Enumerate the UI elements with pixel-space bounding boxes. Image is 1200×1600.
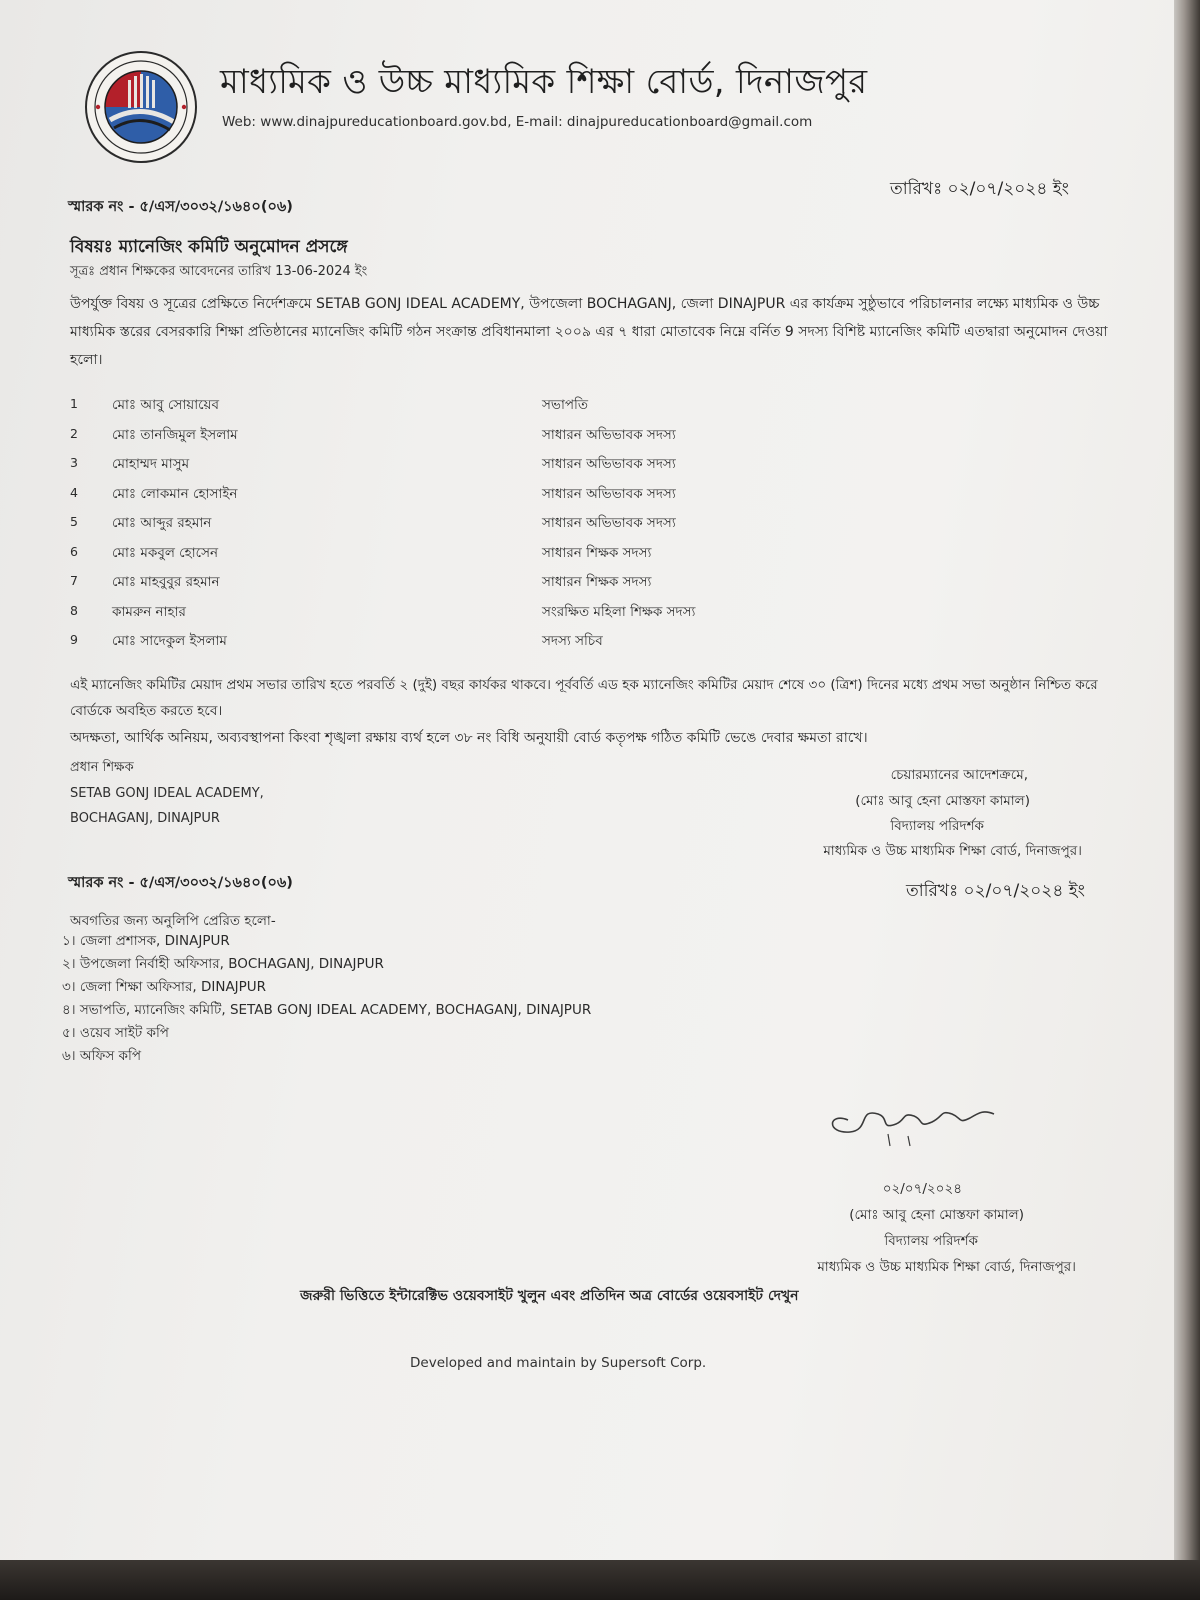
final-signatory-office: মাধ্যমিক ও উচ্চ মাধ্যমিক শিক্ষা বোর্ড, দিনাজপুর। xyxy=(817,1259,1076,1275)
final-signatory-name: (মোঃ আবু হেনা মোস্তফা কামাল) xyxy=(849,1207,1024,1223)
member-name: মোঃ লোকমান হোসাইন xyxy=(112,485,238,502)
recipient-title: প্রধান শিক্ষক xyxy=(70,760,134,775)
member-role: সাধারন শিক্ষক সদস্য xyxy=(542,544,652,561)
member-name: কামরুন নাহার xyxy=(112,603,186,620)
member-role: সাধারন অভিভাবক সদস্য xyxy=(542,426,676,443)
member-name: মোঃ মকবুল হোসেন xyxy=(112,544,219,561)
copy-title: অবগতির জন্য অনুলিপি প্রেরিত হলো- xyxy=(70,913,276,929)
member-name: মোঃ সাদেকুল ইসলাম xyxy=(112,633,227,649)
copy-memo-number: স্মারক নং - ৫/এস/৩০৩২/১৬৪০(০৬) xyxy=(68,875,293,891)
signatory-name: (মোঃ আবু হেনা মোস্তফা কামাল) xyxy=(855,793,1030,809)
handwritten-signature xyxy=(818,1090,1008,1150)
copy-recipient-item: ৪। সভাপতি, ম্যানেজিং কমিটি, SETAB GONJ IDEAL ACADEMY, BOCHAGANJ, DINAJPUR xyxy=(62,1002,592,1018)
member-list xyxy=(70,392,770,658)
member-row xyxy=(70,422,770,452)
memo-date: তারিখঃ ০২/০৭/২০২৪ ইং xyxy=(890,179,1069,199)
member-number: 5 xyxy=(70,514,78,529)
member-row xyxy=(70,392,770,422)
member-role: সদস্য সচিব xyxy=(542,633,603,649)
member-number: 4 xyxy=(70,484,78,500)
board-contact: Web: www.dinajpureducationboard.gov.bd, E-mail: dinajpureducationboard@gmail.com xyxy=(222,114,813,130)
member-row xyxy=(70,628,770,658)
copy-recipient-item: ৫। ওয়েব সাইট কপি xyxy=(62,1025,169,1041)
page-edge-shadow xyxy=(1174,0,1200,1600)
member-name: মোঃ তানজিমুল ইসলাম xyxy=(112,426,238,443)
copy-recipient-item: ১। জেলা প্রশাসক, DINAJPUR xyxy=(62,933,230,949)
final-signatory-designation: বিদ্যালয় পরিদর্শক xyxy=(884,1233,978,1249)
signatory-designation: বিদ্যালয় পরিদর্শক xyxy=(890,818,984,834)
member-role: সভাপতি xyxy=(542,397,589,413)
copy-memo-date: তারিখঃ ০২/০৭/২০২৪ ইং xyxy=(906,881,1085,901)
background-surface xyxy=(0,1560,1200,1600)
recipient-location: BOCHAGANJ, DINAJPUR xyxy=(70,811,220,826)
final-signature-date: ০২/০৭/২০২৪ xyxy=(882,1181,962,1197)
member-role: সাধারন অভিভাবক সদস্য xyxy=(542,485,676,502)
board-name: মাধ্যমিক ও উচ্চ মাধ্যমিক শিক্ষা বোর্ড, দিনাজপুর xyxy=(220,62,868,102)
member-number: 6 xyxy=(70,543,78,559)
member-number: 3 xyxy=(70,455,78,470)
memo-number: স্মারক নং - ৫/এস/৩০৩২/১৬৪০(০৬) xyxy=(68,199,293,215)
developer-credit: Developed and maintain by Supersoft Corp. xyxy=(410,1355,707,1371)
copy-recipient-item: ৬। অফিস কপি xyxy=(62,1048,141,1064)
member-name: মোঃ আবু সোয়ায়েব xyxy=(112,397,219,413)
member-number: 7 xyxy=(70,573,78,588)
website-notice: জরুরী ভিত্তিতে ইন্টারেক্টিভ ওয়েবসাইট খুলুন এবং প্রতিদিন অত্র বোর্ডের ওয়েবসাইট দেখুন xyxy=(300,1288,799,1304)
member-number: 9 xyxy=(70,632,78,647)
member-role: সাধারন শিক্ষক সদস্য xyxy=(542,574,652,590)
member-row xyxy=(70,451,770,481)
authority-line: অদক্ষতা, আর্থিক অনিয়ম, অব্যবস্থাপনা কিংবা শৃঙ্খলা রক্ষায় ব্যর্থ হলে ৩৮ নং বিধি অনুযায়ী বোর্ড কতৃপক্ষ গঠিত কমিটি ভেঙে দেবার ক্ষমতা রাখে। xyxy=(70,730,868,746)
copy-recipient-list xyxy=(62,930,591,1068)
member-role: সাধারন অভিভাবক সদস্য xyxy=(542,456,676,472)
member-number: 1 xyxy=(70,396,78,411)
copy-recipient-item: ২। উপজেলা নির্বাহী অফিসার, BOCHAGANJ, DINAJPUR xyxy=(62,956,384,972)
member-name: মোহাম্মদ মাসুম xyxy=(112,456,190,472)
tenure-paragraph: এই ম্যানেজিং কমিটির মেয়াদ প্রথম সভার তারিখ হতে পরবর্তি ২ (দুই) বছর কার্যকর থাকবে। পূর্ববর্তি এড হক ম্যানেজিং কমিটির মেয়াদ শেষে ৩০ (ত্রিশ) দিনের মধ্যে প্রথম সভা অনুষ্ঠান নিশ্চিত করে বোর্ডকে অবহিত করতে হবে। xyxy=(70,677,1098,719)
member-row xyxy=(70,481,770,511)
recipient-institution: SETAB GONJ IDEAL ACADEMY, xyxy=(70,786,264,801)
member-name: মোঃ মাহবুবুর রহমান xyxy=(112,574,220,590)
member-role: সংরক্ষিত মহিলা শিক্ষক সদস্য xyxy=(542,603,696,620)
member-row xyxy=(70,540,770,570)
reference-line: সূত্রঃ প্রধান শিক্ষকের আবেদনের তারিখ 13-06-2024 ইং xyxy=(70,264,368,279)
member-name: মোঃ আব্দুর রহমান xyxy=(112,515,212,531)
board-logo xyxy=(84,50,198,164)
body-paragraph: উপর্যুক্ত বিষয় ও সূত্রের প্রেক্ষিতে নির্দেশক্রমে SETAB GONJ IDEAL ACADEMY, উপজেলা BOCHAGANJ, জেলা DINAJPUR এর কার্যক্রম সুষ্ঠুভাবে পরিচালনার লক্ষ্যে মাধ্যমিক ও উচ্চ মাধ্যমিক স্তরের বেসরকারি শিক্ষা প্রতিষ্ঠানের ম্যানেজিং কমিটি গঠন সংক্রান্ত প্রবিধানমালা ২০০৯ এর ৭ ধারা মোতাবেক নিম্নে বর্নিত 9 সদস্য বিশিষ্ট ম্যানেজিং কমিটি এতদ্বারা অনুমোদন দেওয়া হলো। xyxy=(70,296,1108,368)
member-role: সাধারন অভিভাবক সদস্য xyxy=(542,515,676,531)
subject-line: বিষয়ঃ ম্যানেজিং কমিটি অনুমোদন প্রসঙ্গে xyxy=(70,237,348,257)
member-number: 2 xyxy=(70,425,78,441)
copy-recipient-item: ৩। জেলা শিক্ষা অফিসার, DINAJPUR xyxy=(62,979,267,995)
member-row xyxy=(70,599,770,629)
member-number: 8 xyxy=(70,602,78,618)
member-row xyxy=(70,569,770,599)
signatory-order: চেয়ারম্যানের আদেশক্রমে, xyxy=(890,767,1028,783)
member-row xyxy=(70,510,770,540)
signatory-office: মাধ্যমিক ও উচ্চ মাধ্যমিক শিক্ষা বোর্ড, দিনাজপুর। xyxy=(823,843,1082,859)
